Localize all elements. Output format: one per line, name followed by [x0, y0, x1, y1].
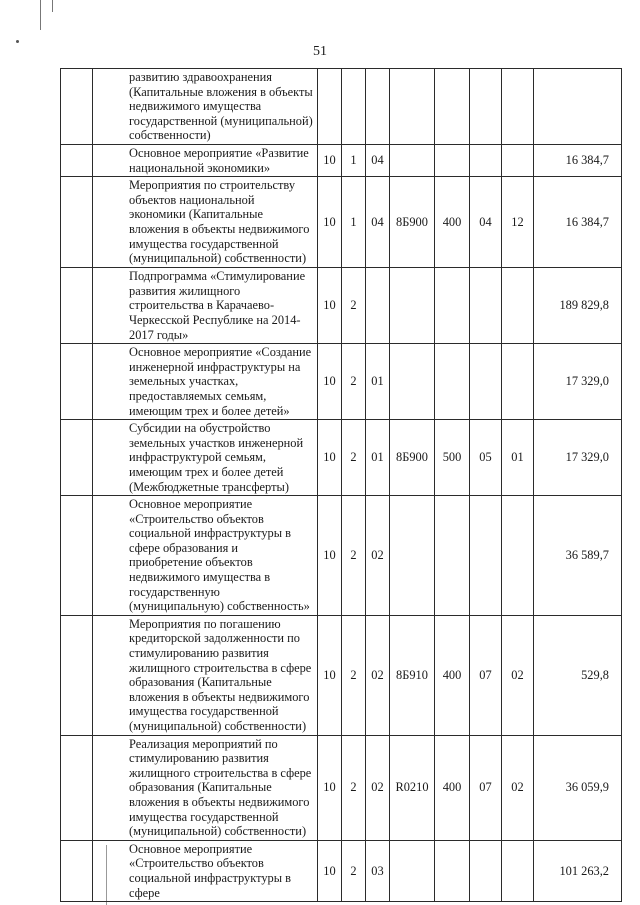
section-cell	[470, 840, 502, 901]
subprogram-code-cell: 2	[342, 344, 366, 420]
section-cell	[470, 268, 502, 344]
amount-cell: 17 329,0	[534, 344, 622, 420]
direction-code-cell	[390, 344, 435, 420]
subprogram-code-cell: 1	[342, 177, 366, 268]
program-code-cell: 10	[318, 420, 342, 496]
program-code-cell: 10	[318, 735, 342, 840]
subprogram-code-cell: 2	[342, 496, 366, 616]
item-name-cell: развитию здравоохранения (Капитальные вложения в объекты недвижимого имущества государственной (муниципальной) собственности)	[93, 69, 318, 145]
row-margin-cell	[61, 177, 93, 268]
program-code-cell: 10	[318, 496, 342, 616]
subsection-cell	[502, 840, 534, 901]
subsection-cell	[502, 69, 534, 145]
subsection-cell	[502, 496, 534, 616]
direction-code-cell: R0210	[390, 735, 435, 840]
subsection-cell	[502, 344, 534, 420]
subsection-cell: 01	[502, 420, 534, 496]
measure-code-cell: 04	[366, 145, 390, 177]
amount-cell: 36 589,7	[534, 496, 622, 616]
program-code-cell: 10	[318, 145, 342, 177]
subsection-cell: 12	[502, 177, 534, 268]
amount-cell: 101 263,2	[534, 840, 622, 901]
item-name-cell: Реализация мероприятий по стимулированию развития жилищного строительства в сфере образования (Капитальные вложения в объекты недвижимого имущества государственной (муниципальной) собственности)	[93, 735, 318, 840]
amount-cell: 16 384,7	[534, 177, 622, 268]
program-code-cell: 10	[318, 840, 342, 901]
direction-code-cell: 8Б900	[390, 177, 435, 268]
table-row	[61, 268, 622, 344]
expense-type-cell	[435, 145, 470, 177]
direction-code-cell	[390, 145, 435, 177]
row-margin-cell	[61, 615, 93, 735]
subsection-cell: 02	[502, 615, 534, 735]
subprogram-code-cell: 2	[342, 735, 366, 840]
program-code-cell: 10	[318, 615, 342, 735]
row-margin-cell	[61, 496, 93, 616]
section-cell	[470, 145, 502, 177]
measure-code-cell	[366, 69, 390, 145]
table-row	[61, 840, 622, 901]
row-margin-cell	[61, 69, 93, 145]
item-name-cell: Подпрограмма «Стимулирование развития жилищного строительства в Карачаево-Черкесской Республике на 2014-2017 годы»	[93, 268, 318, 344]
table-row	[61, 177, 622, 268]
direction-code-cell	[390, 268, 435, 344]
expense-type-cell	[435, 69, 470, 145]
section-cell: 07	[470, 735, 502, 840]
row-margin-cell	[61, 840, 93, 901]
direction-code-cell	[390, 496, 435, 616]
table-row	[61, 344, 622, 420]
amount-cell: 17 329,0	[534, 420, 622, 496]
expense-type-cell	[435, 268, 470, 344]
measure-code-cell	[366, 268, 390, 344]
direction-code-cell: 8Б900	[390, 420, 435, 496]
item-name-cell: Основное мероприятие «Строительство объектов социальной инфраструктуры в сфере	[93, 840, 318, 901]
subprogram-code-cell: 2	[342, 615, 366, 735]
item-name-cell: Основное мероприятие «Развитие национальной экономики»	[93, 145, 318, 177]
item-name-cell: Мероприятия по погашению кредиторской задолженности по стимулированию развития жилищного строительства в сфере образования (Капитальные вложения в объекты недвижимого имущества государственной (муниципальной) собственности)	[93, 615, 318, 735]
program-code-cell: 10	[318, 177, 342, 268]
budget-table	[60, 68, 622, 902]
scan-speck	[16, 40, 19, 43]
direction-code-cell	[390, 840, 435, 901]
measure-code-cell: 03	[366, 840, 390, 901]
measure-code-cell: 02	[366, 496, 390, 616]
row-margin-cell	[61, 420, 93, 496]
measure-code-cell: 01	[366, 420, 390, 496]
scan-margin-line	[40, 0, 41, 30]
row-margin-cell	[61, 735, 93, 840]
amount-cell: 36 059,9	[534, 735, 622, 840]
table-row	[61, 145, 622, 177]
item-name-cell: Мероприятия по строительству объектов национальной экономики (Капитальные вложения в объекты недвижимого имущества государственной (муниципальной) собственности)	[93, 177, 318, 268]
subsection-cell	[502, 145, 534, 177]
measure-code-cell: 04	[366, 177, 390, 268]
expense-type-cell	[435, 840, 470, 901]
subprogram-code-cell: 2	[342, 840, 366, 901]
amount-cell: 16 384,7	[534, 145, 622, 177]
expense-type-cell	[435, 344, 470, 420]
row-margin-cell	[61, 344, 93, 420]
section-cell: 05	[470, 420, 502, 496]
scan-margin-line	[52, 0, 53, 12]
program-code-cell	[318, 69, 342, 145]
table-row	[61, 420, 622, 496]
subprogram-code-cell	[342, 69, 366, 145]
program-code-cell: 10	[318, 268, 342, 344]
subsection-cell: 02	[502, 735, 534, 840]
item-name-cell: Основное мероприятие «Создание инженерной инфраструктуры на земельных участках, предоставляемых семьям, имеющим трех и более детей»	[93, 344, 318, 420]
subprogram-code-cell: 2	[342, 268, 366, 344]
amount-cell	[534, 69, 622, 145]
expense-type-cell: 400	[435, 177, 470, 268]
section-cell	[470, 69, 502, 145]
direction-code-cell	[390, 69, 435, 145]
expense-type-cell: 400	[435, 615, 470, 735]
subprogram-code-cell: 2	[342, 420, 366, 496]
table-row	[61, 615, 622, 735]
table-row	[61, 496, 622, 616]
item-name-cell: Основное мероприятие «Строительство объектов социальной инфраструктуры в сфере образования и приобретение объектов недвижимого имущества в государственную (муниципальную) собственность»	[93, 496, 318, 616]
page-number: 51	[313, 44, 327, 59]
row-margin-cell	[61, 268, 93, 344]
table-row	[61, 69, 622, 145]
expense-type-cell: 500	[435, 420, 470, 496]
subsection-cell	[502, 268, 534, 344]
table-row	[61, 735, 622, 840]
expense-type-cell: 400	[435, 735, 470, 840]
section-cell	[470, 496, 502, 616]
measure-code-cell: 02	[366, 615, 390, 735]
program-code-cell: 10	[318, 344, 342, 420]
subprogram-code-cell: 1	[342, 145, 366, 177]
expense-type-cell	[435, 496, 470, 616]
section-cell: 07	[470, 615, 502, 735]
amount-cell: 529,8	[534, 615, 622, 735]
section-cell	[470, 344, 502, 420]
direction-code-cell: 8Б910	[390, 615, 435, 735]
row-margin-cell	[61, 145, 93, 177]
item-name-cell: Субсидии на обустройство земельных участков инженерной инфраструктурой семьям, имеющим трех и более детей (Межбюджетные трансферты)	[93, 420, 318, 496]
section-cell: 04	[470, 177, 502, 268]
measure-code-cell: 02	[366, 735, 390, 840]
amount-cell: 189 829,8	[534, 268, 622, 344]
measure-code-cell: 01	[366, 344, 390, 420]
